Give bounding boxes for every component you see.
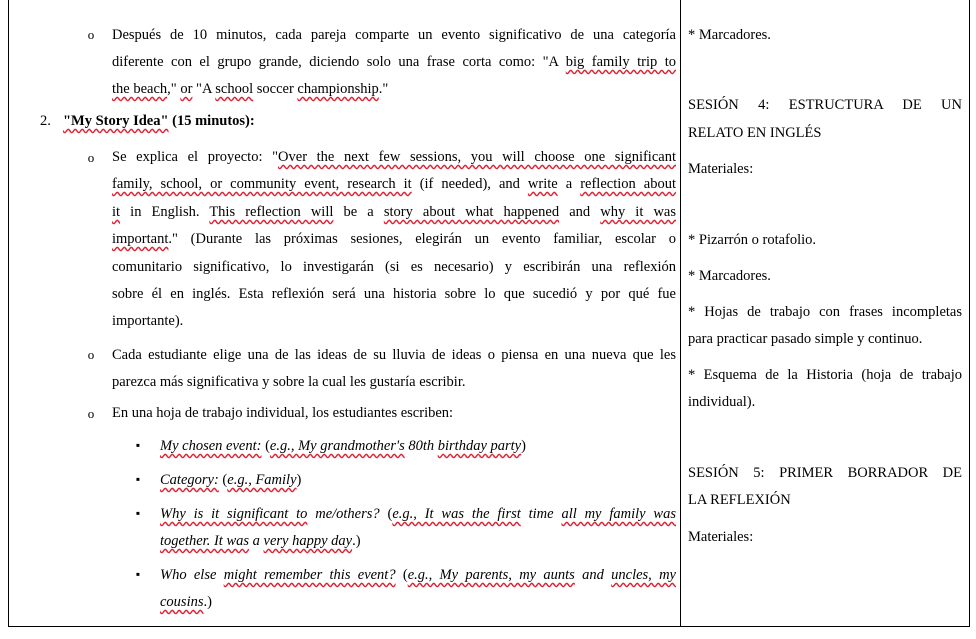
- worksheet-item: Who else might remember this event? (e.g., My parents, my aunts and uncles, my: [160, 567, 676, 583]
- materials-item: * Marcadores.: [688, 27, 771, 43]
- circle-bullet: o: [87, 347, 95, 362]
- materials-item: * Esquema de la Historia (hoja de trabajo: [688, 367, 962, 383]
- worksheet-item-continuation: together. It was a very happy day.): [160, 533, 361, 549]
- session-heading-continuation: LA REFLEXIÓN: [688, 492, 791, 508]
- table-left-border: [8, 0, 9, 627]
- square-bullet: ▪: [135, 506, 141, 520]
- paragraph-line: it in English. This reflection will be a story about what happened and why it was: [112, 204, 677, 220]
- paragraph-line: Se explica el proyecto: "Over the next few sessions, you will choose one significant: [112, 149, 676, 165]
- paragraph-line: important." (Durante las próximas sesiones, elegirán un evento familiar, escolar o: [112, 231, 676, 247]
- materials-item: * Pizarrón o rotafolio.: [688, 232, 817, 248]
- list-number: 2.: [40, 113, 51, 129]
- paragraph-line: Después de 10 minutos, cada pareja comparte un evento significativo de una categoría: [112, 27, 676, 43]
- paragraph-line: sobre él en inglés. Esta reflexión será una historia sobre lo que sucedió y por qué fue: [112, 286, 676, 302]
- materials-label: Materiales:: [688, 161, 754, 177]
- materials-label: Materiales:: [688, 529, 754, 545]
- circle-bullet: o: [87, 27, 95, 42]
- table-bottom-border: [8, 626, 970, 627]
- worksheet-item: Category: (e.g., Family): [160, 472, 302, 488]
- section-heading: "My Story Idea" (15 minutos):: [63, 113, 255, 129]
- square-bullet: ▪: [135, 567, 141, 581]
- circle-bullet: o: [87, 406, 95, 421]
- session-heading: SESIÓN 5: PRIMER BORRADOR DE: [688, 465, 962, 481]
- table-right-border: [969, 0, 970, 627]
- worksheet-item-continuation: cousins.): [160, 594, 212, 610]
- materials-item-continuation: individual).: [688, 394, 756, 410]
- paragraph-line: importante).: [112, 313, 184, 329]
- worksheet-item: Why is it significant to me/others? (e.g., It was the first time all my family was: [160, 506, 676, 522]
- paragraph-line: En una hoja de trabajo individual, los estudiantes escriben:: [112, 405, 454, 421]
- circle-bullet: o: [87, 150, 95, 165]
- paragraph-line: diferente con el grupo grande, diciendo solo una frase corta como: "A big family trip to: [112, 54, 676, 70]
- materials-item-continuation: para practicar pasado simple y continuo.: [688, 331, 923, 347]
- paragraph-line: the beach," or "A school soccer championship.": [112, 81, 389, 97]
- worksheet-item: My chosen event: (e.g., My grandmother's 80th birthday party): [160, 438, 526, 454]
- square-bullet: ▪: [135, 472, 141, 486]
- paragraph-line: parezca más significativa y sobre la cual les gustaría escribir.: [112, 374, 466, 390]
- paragraph-line: Cada estudiante elige una de las ideas de su lluvia de ideas o piensa en una nueva que les: [112, 347, 676, 363]
- session-heading: SESIÓN 4: ESTRUCTURA DE UN: [688, 97, 962, 113]
- materials-item: * Hojas de trabajo con frases incompletas: [688, 304, 962, 320]
- square-bullet: ▪: [135, 438, 141, 452]
- table-column-divider: [680, 0, 681, 627]
- materials-item: * Marcadores.: [688, 268, 771, 284]
- paragraph-line: comunitario significativo, lo investigarán (si es necesario) y escribirán una reflexión: [112, 259, 676, 275]
- paragraph-line: family, school, or community event, research it (if needed), and write a reflection about: [112, 176, 676, 192]
- session-heading-continuation: RELATO EN INGLÉS: [688, 125, 822, 141]
